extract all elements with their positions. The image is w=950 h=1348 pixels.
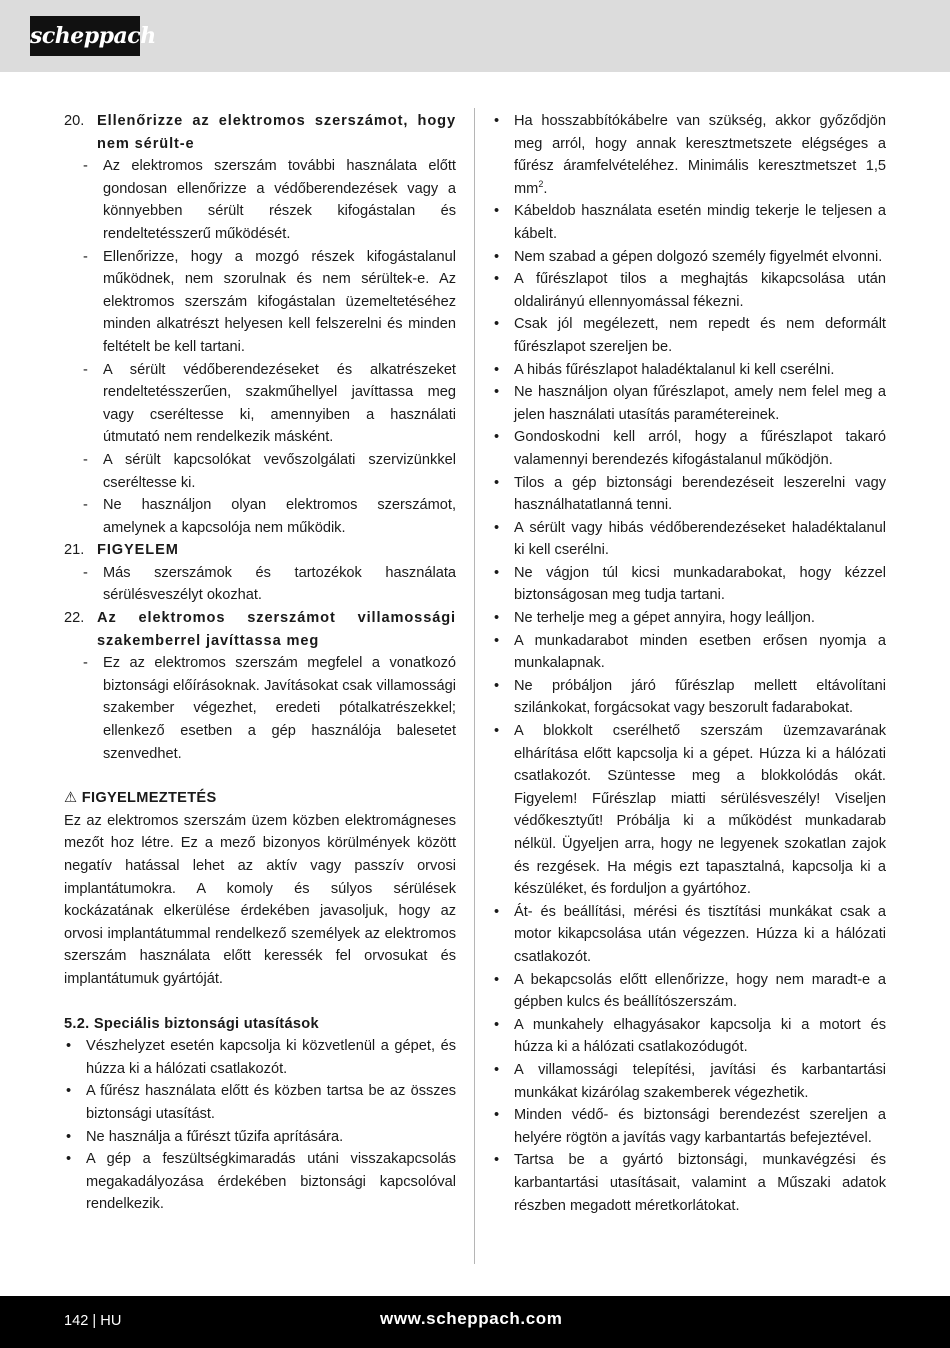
item-heading: FIGYELEM bbox=[97, 542, 179, 559]
section-heading: 5.2. Speciális biztonsági utasítások bbox=[64, 1015, 319, 1032]
item-number: 21. bbox=[64, 542, 85, 559]
dash-icon: - bbox=[83, 497, 88, 514]
dash-icon: - bbox=[83, 158, 88, 175]
list-item bbox=[64, 359, 456, 449]
list-item-text: Nem szabad a gépen dolgozó személy figyelmét elvonni. bbox=[514, 248, 883, 265]
list-item bbox=[492, 1149, 886, 1217]
numbered-item-20 bbox=[64, 110, 456, 155]
list-item-text: Ne vágjon túl kicsi munkadarabokat, hogy kézzel biztonságosan meg tudja tartani. bbox=[514, 564, 886, 604]
list-item bbox=[492, 268, 886, 313]
bullet-icon: • bbox=[494, 1152, 500, 1169]
bullet-icon: • bbox=[494, 248, 500, 265]
list-item-text: Tartsa be a gyártó biztonsági, munkavégzési és karbantartási utasításait, valamint a Műszaki adatok részben megadott méretkorlátokat. bbox=[514, 1152, 886, 1214]
dash-icon: - bbox=[83, 564, 88, 581]
bullet-icon: • bbox=[494, 1107, 500, 1124]
list-item-text: A sérült védőberendezéseket és alkatrészeket rendeltetésszerűen, szakműhellyel javíttassa meg vagy cseréltesse ki, amennyiben a használati útmutató nem rendelkezik másként. bbox=[103, 361, 456, 446]
bullet-icon: • bbox=[494, 429, 500, 446]
list-item-text: A blokkolt cserélhető szerszám üzemzavarának elhárítása előtt kapcsolja ki a gépet. Húzza ki a hálózati csatlakozót. Szüntesse meg a blokkolódás okát. Figyelem! Fűrészlap miatti sérülésveszély! Viseljen védőkesztyűt! Próbálja ki a működést munkadarab nélkül. Ügyeljen arra, hogy ne legyenek szokatlan zajok és rezgések. Ha mégis ezt tapasztalná, kapcsolja ki a készüléket, és forduljon a gyártóhoz. bbox=[514, 723, 886, 898]
list-item-text: Ha hosszabbítókábelre van szükség, akkor győződjön meg arról, hogy annak keresztmetszete elégséges a fűrész áramfelvételéhez. Minimális keresztmetszet 1,5 mm bbox=[514, 113, 886, 197]
warning-icon: ⚠ bbox=[64, 790, 78, 807]
warning-heading bbox=[64, 787, 456, 810]
list-item bbox=[492, 381, 886, 426]
list-item bbox=[492, 630, 886, 675]
bullet-icon: • bbox=[494, 723, 500, 740]
list-item bbox=[64, 1080, 456, 1125]
header-bar bbox=[0, 0, 950, 72]
list-item-text: A sérült vagy hibás védőberendezéseket haladéktalanul ki kell cserélni. bbox=[514, 519, 886, 559]
list-item bbox=[492, 562, 886, 607]
list-item bbox=[492, 720, 886, 901]
list-item-text: A fűrészlapot tilos a meghajtás kikapcsolása után oldalirányú ellennyomással fékezni. bbox=[514, 271, 886, 310]
right-column bbox=[492, 110, 886, 1217]
list-item bbox=[492, 359, 886, 382]
list-item bbox=[64, 562, 456, 607]
bullet-icon: • bbox=[494, 474, 500, 491]
list-item-text: A gép a feszültségkimaradás utáni visszakapcsolás megakadályozása érdekében biztonsági kapcsolóval rendelkezik. bbox=[86, 1151, 456, 1213]
list-item bbox=[64, 155, 456, 245]
list-item bbox=[492, 110, 886, 200]
language-code: HU bbox=[100, 1313, 122, 1329]
list-item bbox=[492, 313, 886, 358]
bullet-icon: • bbox=[66, 1083, 72, 1100]
list-item-text: Tilos a gép biztonsági berendezéseit leszerelni vagy használhatatlanná tenni. bbox=[514, 474, 886, 514]
list-item bbox=[492, 246, 886, 269]
bullet-icon: • bbox=[494, 903, 500, 920]
bullet-icon: • bbox=[66, 1151, 72, 1168]
dash-icon: - bbox=[83, 361, 88, 378]
list-item-text: A sérült kapcsolókat vevőszolgálati szervizünkkel cseréltesse ki. bbox=[103, 451, 456, 491]
page-number: 142 bbox=[64, 1313, 89, 1329]
footer-bar bbox=[0, 1296, 950, 1348]
bullet-icon: • bbox=[66, 1038, 72, 1055]
list-item bbox=[492, 607, 886, 630]
item-number: 20. bbox=[64, 113, 85, 129]
left-column bbox=[64, 110, 456, 1216]
list-item-text: A fűrész használata előtt és közben tartsa be az összes biztonsági utasítást. bbox=[86, 1083, 456, 1122]
list-item bbox=[492, 472, 886, 517]
list-item bbox=[64, 494, 456, 539]
bullet-icon: • bbox=[494, 384, 500, 401]
list-item bbox=[492, 901, 886, 969]
list-item bbox=[492, 1059, 886, 1104]
list-item bbox=[492, 969, 886, 1014]
bullet-list bbox=[492, 200, 886, 1217]
brand-logo: scheppach bbox=[30, 16, 140, 56]
list-item bbox=[64, 1126, 456, 1149]
list-item bbox=[492, 200, 886, 245]
list-item-text: Ne terhelje meg a gépet annyira, hogy leálljon. bbox=[514, 610, 815, 627]
list-item bbox=[64, 1148, 456, 1216]
item-heading: Ellenőrizze az elektromos szerszámot, hogy nem sérült-e bbox=[97, 113, 456, 152]
bullet-icon: • bbox=[494, 632, 500, 649]
separator: | bbox=[92, 1313, 97, 1329]
list-item-text: Ellenőrizze, hogy a mozgó részek kifogástalanul működnek, nem szorulnak és nem sérültek-e. Az elektromos szerszám kifogástalan üzemeltetéséhez minden alkatrészt helyesen kell felszerelni és minden feltételt be kell tartani. bbox=[103, 248, 456, 355]
superscript: 2 bbox=[538, 178, 544, 189]
list-item-text: Gondoskodni kell arról, hogy a fűrészlapot takaró valamennyi berendezés kifogástalanul működjön. bbox=[514, 429, 886, 468]
numbered-item-21 bbox=[64, 539, 456, 562]
bullet-icon: • bbox=[494, 271, 500, 288]
list-item-text: Az elektromos szerszám további használata előtt gondosan ellenőrizze a védőberendezések vagy a könnyebben sérült részek kifogástalan és rendeltetésszerű működését. bbox=[103, 158, 456, 242]
list-item bbox=[492, 517, 886, 562]
list-item-text: Ne használjon olyan elektromos szerszámot, amelynek a kapcsolója nem működik. bbox=[103, 497, 456, 536]
list-item bbox=[64, 246, 456, 359]
dash-icon: - bbox=[83, 248, 88, 265]
list-item-text: Csak jól megélezett, nem repedt és nem deformált fűrészlapot szereljen be. bbox=[514, 316, 886, 355]
warning-title: FIGYELMEZTETÉS bbox=[81, 790, 217, 807]
bullet-icon: • bbox=[494, 1061, 500, 1078]
bullet-list bbox=[64, 1035, 456, 1216]
bullet-icon: • bbox=[494, 677, 500, 694]
bullet-icon: • bbox=[494, 1016, 500, 1033]
website-link[interactable]: www.scheppach.com bbox=[380, 1309, 563, 1328]
bullet-icon: • bbox=[494, 610, 500, 627]
list-item-text: Ez az elektromos szerszám megfelel a vonatkozó biztonsági előírásoknak. Javításokat csak villamossági szakember végezhet, eredeti pótalkatrészekkel; ellenkező esetben a gép használója balesetet szenvedhet. bbox=[103, 655, 456, 762]
list-item-end: . bbox=[543, 180, 548, 197]
list-item-text: Ne használja a fűrészt tűzifa aprítására. bbox=[86, 1128, 344, 1145]
list-item bbox=[492, 1014, 886, 1059]
column-divider bbox=[474, 108, 475, 1264]
list-item-text: A bekapcsolás előtt ellenőrizze, hogy nem maradt-e a gépben kulcs és beállítószerszám. bbox=[514, 971, 886, 1011]
bullet-icon: • bbox=[66, 1128, 72, 1145]
dash-icon: - bbox=[83, 655, 88, 672]
list-item-text: A villamossági telepítési, javítási és karbantartási munkákat kizárólag szakemberek végezhetik. bbox=[514, 1061, 886, 1101]
list-item-text: Más szerszámok és tartozékok használata sérülésveszélyt okozhat. bbox=[103, 564, 456, 604]
dash-list bbox=[64, 562, 456, 607]
list-item-text: A munkahely elhagyásakor kapcsolja ki a motort és húzza ki a hálózati csatlakozódugót. bbox=[514, 1016, 886, 1056]
list-item bbox=[492, 1104, 886, 1149]
bullet-icon: • bbox=[494, 316, 500, 333]
page-indicator bbox=[64, 1313, 121, 1329]
list-item-text: Kábeldob használata esetén mindig tekerje le teljesen a kábelt. bbox=[514, 203, 886, 242]
bullet-icon: • bbox=[494, 519, 500, 536]
list-item bbox=[492, 675, 886, 720]
list-item-text: Vészhelyzet esetén kapcsolja ki közvetlenül a gépet, és húzza ki a hálózati csatlakozót. bbox=[86, 1038, 456, 1077]
bullet-icon: • bbox=[494, 564, 500, 581]
bullet-icon: • bbox=[494, 113, 500, 129]
bullet-icon: • bbox=[494, 361, 500, 378]
bullet-icon: • bbox=[494, 203, 500, 220]
list-item-text: Minden védő- és biztonsági berendezést szereljen a helyére rögtön a javítás vagy karbantartás befejeztével. bbox=[514, 1107, 886, 1146]
list-item bbox=[64, 652, 456, 765]
warning-text: Ez az elektromos szerszám üzem közben elektromágneses mezőt hoz létre. Ez a mező bizonyos körülmények között negatív hatással lehet az aktív vagy passzív orvosi implantátumokra. A komoly és súlyos sérülések kockázatának elkerülése érdekében javasoljuk, hogy az orvosi implantátummal rendelkező személyek az elektromos szerszám használata előtt keressék fel orvosukat és implantátumuk gyártóját. bbox=[64, 812, 456, 987]
dash-list bbox=[64, 652, 456, 765]
list-item bbox=[64, 1035, 456, 1080]
dash-icon: - bbox=[83, 451, 88, 468]
dash-list bbox=[64, 155, 456, 539]
list-item-text: Ne használjon olyan fűrészlapot, amely nem felel meg a jelen használati utasítás paramétereinek. bbox=[514, 384, 886, 423]
list-item bbox=[64, 449, 456, 494]
list-item-text: Ne próbáljon járó fűrészlap mellett eltávolítani szilánkokat, forgácsokat vagy beszorult fadarabokat. bbox=[514, 677, 886, 717]
numbered-item-22 bbox=[64, 607, 456, 652]
list-item-text: A munkadarabot minden esetben erősen nyomja a munkalapnak. bbox=[514, 632, 886, 672]
bullet-icon: • bbox=[494, 971, 500, 988]
list-item-text: Át- és beállítási, mérési és tisztítási munkákat csak a motor kikapcsolása után végezzen. Húzza ki a hálózati csatlakozót. bbox=[514, 903, 886, 965]
list-item-text: A hibás fűrészlapot haladéktalanul ki kell cserélni. bbox=[514, 361, 835, 378]
item-number: 22. bbox=[64, 610, 85, 627]
list-item bbox=[492, 426, 886, 471]
item-heading: Az elektromos szerszámot villamossági szakemberrel javíttassa meg bbox=[97, 610, 456, 649]
